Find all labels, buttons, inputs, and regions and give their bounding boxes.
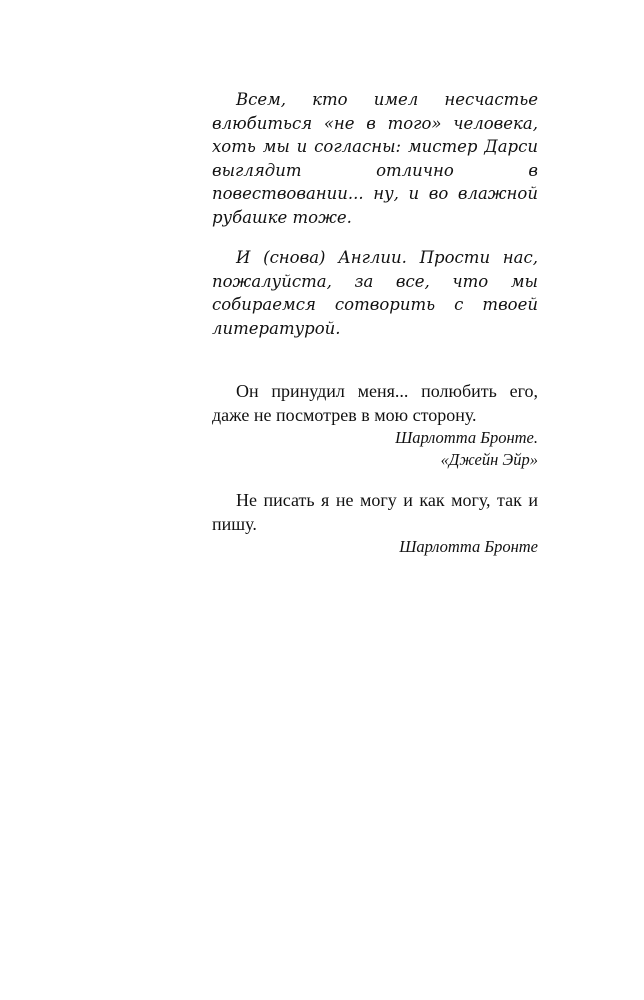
epigraph-1 [212, 380, 538, 471]
epigraph-quote: Он принудил меня... полюбить его, даже не посмотрев в мою сторону. [212, 381, 538, 425]
dedication [212, 88, 538, 340]
book-page [212, 88, 538, 558]
dedication-paragraph-1: Всем, кто имел несчастье влюбиться «не в того» человека, хоть мы и согласны: мистер Дарси выглядит отлично в повествовании... ну, и во влажной рубашке тоже. [212, 90, 538, 227]
epigraph-author: Шарлотта Бронте. [395, 428, 538, 447]
epigraph-author: Шарлотта Бронте [399, 537, 538, 556]
epigraph-2 [212, 489, 538, 558]
epigraph-quote: Не писать я не могу и как могу, так и пишу. [212, 490, 538, 534]
epigraph-work: «Джейн Эйр» [440, 450, 538, 469]
dedication-paragraph-2: И (снова) Англии. Прости нас, пожалуйста, за все, что мы собираемся сотворить с твоей литературой. [212, 248, 538, 338]
